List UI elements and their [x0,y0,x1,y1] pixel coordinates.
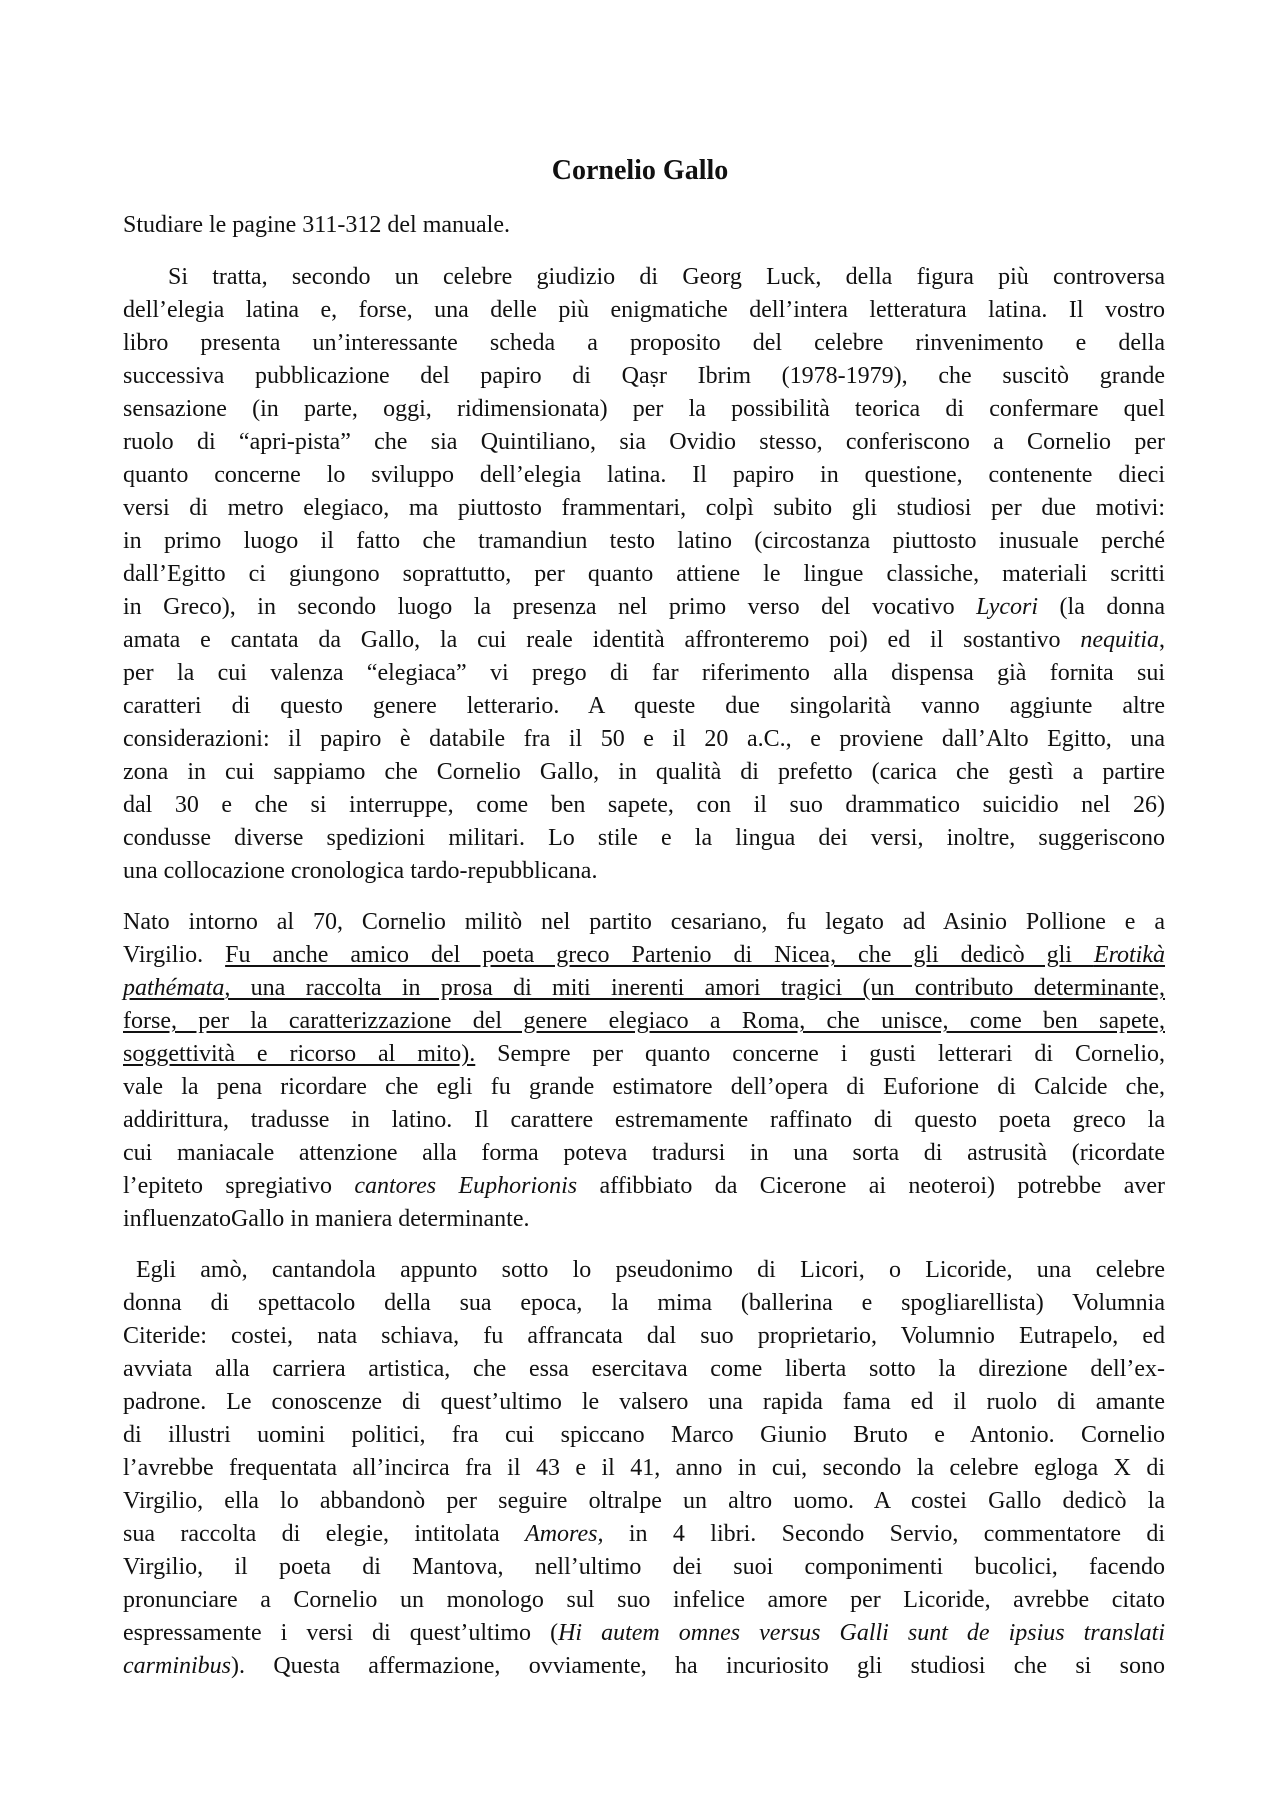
text-segment: affibbiato da Cicerone ai neoteroi) potrebbe aver [577,1173,1166,1199]
text-segment: per la cui valenza “elegiaca” vi prego di far riferimento alla dispensa già fornita sui [123,660,1165,686]
text-segment: in Greco), in secondo luogo la presenza nel primo verso del vocativo [123,594,977,620]
text-segment: sua raccolta di elegie, intitolata [123,1521,526,1547]
underlined-text: soggettività e ricorso al mito). [123,1041,476,1067]
text-line [123,972,1165,1005]
text-segment: successiva pubblicazione del papiro di Qaṣr Ibrim (1978-1979), che suscitò grande [123,363,1165,389]
text-segment: in 4 libri. Secondo Servio, commentatore di [603,1521,1166,1547]
text-segment: vale la pena ricordare che egli fu grande estimatore dell’opera di Euforione di Calcide che, [123,1074,1165,1100]
text-line [123,1551,1165,1584]
text-line [123,1353,1165,1386]
text-segment: Nato intorno al 70, Cornelio militò nel partito cesariano, fu legato ad Asinio Pollione e a [123,909,1165,935]
text-line [123,591,1165,624]
paragraph-biography [123,906,1165,1236]
text-line [123,1170,1165,1203]
italic-text: Lycori [976,594,1039,620]
text-line [123,393,1165,426]
text-segment: caratteri di questo genere letterario. A queste due singolarità vanno aggiunte altre [123,693,1165,719]
text-segment: in primo luogo il fatto che tramandiun testo latino (circostanza piuttosto inusuale perché [123,528,1165,554]
text-segment: Virgilio, il poeta di Mantova, nell’ultimo dei suoi componimenti bucolici, facendo [123,1554,1165,1580]
underlined-text: forse, per la caratterizzazione del genere elegiaco a Roma, che unisce, come ben sapete, [123,1008,1165,1034]
text-line [123,1386,1165,1419]
text-line [123,294,1165,327]
text-line [123,789,1165,822]
text-segment: dal 30 e che si interruppe, come ben sapete, con il suo drammatico suicidio nel 26) [123,792,1165,818]
text-segment: espressamente i versi di quest’ultimo ( [123,1620,559,1646]
text-line [123,1419,1165,1452]
text-segment: l’avrebbe frequentata all’incirca fra il 43 e il 41, anno in cui, secondo la celebre egloga X di [123,1455,1165,1481]
italic-text: Hi autem omnes versus Galli sunt de ipsius translati [558,1620,1165,1646]
text-line [123,1254,1165,1287]
document-title: Cornelio Gallo [551,155,729,186]
text-segment: (la donna [1038,594,1166,620]
text-segment: donna di spettacolo della sua epoca, la mima (ballerina e spogliarellista) Volumnia [123,1290,1165,1316]
text-line [123,756,1165,789]
text-line [123,822,1165,855]
text-segment: ruolo di “apri-pista” che sia Quintiliano, sia Ovidio stesso, conferiscono a Cornelio per [123,429,1165,455]
text-segment: Citeride: costei, nata schiava, fu affrancata dal suo proprietario, Volumnio Eutrapelo, ed [123,1323,1165,1349]
text-line [123,1104,1165,1137]
text-segment: Egli amò, cantandola appunto sotto lo pseudonimo di Licori, o Licoride, una celebre [136,1257,1165,1283]
text-line [123,1650,1165,1683]
text-line [123,525,1165,558]
text-segment: ). Questa affermazione, ovviamente, ha incuriosito gli studiosi che si sono [231,1653,1165,1679]
text-segment: Sempre per quanto concerne i gusti letterari di Cornelio, [475,1041,1165,1067]
text-line [123,1617,1165,1650]
text-line [123,1320,1165,1353]
text-line [123,1071,1165,1104]
text-line [123,261,1165,294]
text-segment: amata e cantata da Gallo, la cui reale identità affronteremo poi) ed il sostantivo [123,627,1081,653]
text-segment: Virgilio, ella lo abbandonò per seguire oltralpe un altro uomo. A costei Gallo dedicò la [123,1488,1165,1514]
text-segment: addirittura, tradusse in latino. Il carattere estremamente raffinato di questo poeta greco la [123,1107,1165,1133]
text-line [123,1452,1165,1485]
text-segment: pronunciare a Cornelio un monologo sul suo infelice amore per Licoride, avrebbe citato [123,1587,1165,1613]
text-segment: libro presenta un’interessante scheda a proposito del celebre rinvenimento e della [123,330,1165,356]
text-line [123,492,1165,525]
text-line [123,459,1165,492]
underlined-text: , una raccolta in prosa di miti inerenti amori tragici (un contributo determinante, [224,975,1165,1001]
text-segment: , [1159,627,1165,653]
text-line [123,426,1165,459]
text-segment: dall’Egitto ci giungono soprattutto, per quanto attiene le lingue classiche, materiali scritti [123,561,1165,587]
italic-text: carminibus [123,1653,231,1679]
text-segment: zona in cui sappiamo che Cornelio Gallo, in qualità di prefetto (carica che gestì a partire [123,759,1165,785]
text-segment: condusse diverse spedizioni militari. Lo stile e la lingua dei versi, inoltre, suggeriscono [123,825,1165,851]
text-segment: Virgilio. [123,942,226,968]
text-segment: cui maniacale attenzione alla forma poteva tradursi in una sorta di astrusità (ricordate [123,1140,1165,1166]
italic-text: pathémata [123,975,225,1001]
text-line [123,1005,1165,1038]
text-segment: influenzatoGallo in maniera determinante. [123,1206,530,1232]
text-line [123,1137,1165,1170]
text-segment: quanto concerne lo sviluppo dell’elegia latina. Il papiro in questione, contenente dieci [123,462,1165,488]
text-segment: versi di metro elegiaco, ma piuttosto frammentari, colpì subito gli studiosi per due motivi: [123,495,1165,521]
text-line [123,906,1165,939]
text-segment: dell’elegia latina e, forse, una delle più enigmatiche dell’intera letteratura latina. Il vostro [123,297,1165,323]
text-line [123,1518,1165,1551]
text-line [123,657,1165,690]
text-segment: considerazioni: il papiro è databile fra il 50 e il 20 a.C., e proviene dall’Alto Egitto, una [123,726,1165,752]
italic-text: Amores, [525,1521,604,1547]
text-line [123,1485,1165,1518]
text-line [123,327,1165,360]
study-instruction: Studiare le pagine 311-312 del manuale. [123,212,510,238]
paragraph-lycoris [123,1254,1165,1683]
text-line [123,723,1165,756]
text-line [123,690,1165,723]
text-segment: una collocazione cronologica tardo-repubblicana. [123,858,598,884]
paragraph-qasr-ibrim-papyrus [123,261,1165,888]
text-segment: padrone. Le conoscenze di quest’ultimo le valsero una rapida fama ed il ruolo di amante [123,1389,1165,1415]
text-line [123,1038,1165,1071]
italic-text: nequitia [1080,627,1159,653]
text-segment: sensazione (in parte, oggi, ridimensionata) per la possibilità teorica di confermare quel [123,396,1165,422]
text-segment: di illustri uomini politici, fra cui spiccano Marco Giunio Bruto e Antonio. Cornelio [123,1422,1165,1448]
text-line [123,624,1165,657]
text-line [123,1287,1165,1320]
text-line [123,1203,1165,1236]
underlined-text: Fu anche amico del poeta greco Partenio di Nicea, che gli dedicò gli [225,942,1094,968]
text-line [123,558,1165,591]
text-segment: Si tratta, secondo un celebre giudizio di Georg Luck, della figura più controversa [168,264,1165,290]
text-segment: avviata alla carriera artistica, che essa esercitava come liberta sotto la direzione dell’ex- [123,1356,1165,1382]
text-line [123,360,1165,393]
text-segment: l’epiteto spregiativo [123,1173,355,1199]
italic-text: Erotikà [1093,942,1166,968]
text-line [123,939,1165,972]
text-line [123,855,1165,888]
italic-text: cantores Euphorionis [354,1173,578,1199]
text-line [123,1584,1165,1617]
